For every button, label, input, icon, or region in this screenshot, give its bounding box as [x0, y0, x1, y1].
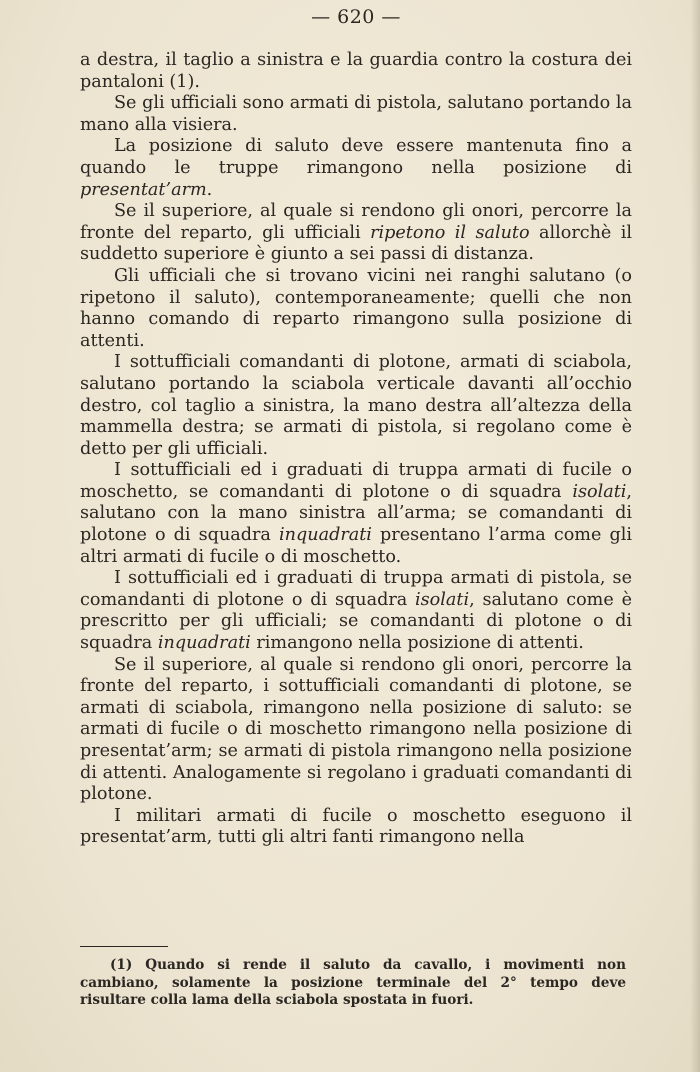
paragraph — [80, 136, 632, 201]
italic-run: inquadrati — [157, 633, 251, 654]
text-run: , salutano con la mano sinistra all’arma; se comandanti di plotone o di squadra — [80, 481, 632, 546]
text-run: Se il superiore, al quale si rendono gli onori, percorre la fronte del reparto, gli ufficiali — [80, 201, 632, 243]
text-run: allorchè il suddetto superiore è giunto a sei passi di distanza. — [80, 222, 632, 265]
text-run: rimangono nella posizione di attenti. — [250, 633, 584, 654]
italic-run: presentat’arm — [80, 179, 207, 200]
italic-run: ripetono il saluto — [370, 222, 530, 243]
text-run: Gli ufficiali che si trovano vicini nei ranghi salutano (o ripetono il saluto), contemporaneamente; quelli che non hanno comando di reparto rimangono sulla posizione di attenti. — [80, 265, 632, 351]
text-run: . — [206, 179, 213, 200]
italic-run: isolati — [415, 589, 470, 610]
body-text — [80, 50, 632, 849]
paragraph — [80, 460, 632, 568]
paragraph — [80, 50, 632, 93]
text-run: Se gli ufficiali sono armati di pistola, salutano portando la mano alla visiera. — [80, 93, 632, 135]
footnote-divider — [80, 946, 168, 947]
paragraph — [80, 352, 632, 460]
text-run: Se il superiore, al quale si rendono gli onori, percorre la fronte del reparto, i sottufficiali comandanti di plotone, se armati di sciabola, rimangono nella posizione di saluto: se armati di fucile o di moschetto rimangono nella posizione di presentat’arm; se armati di pistola rimangono nella posizione di attenti. Analogamente si regolano i graduati comandanti di plotone. — [80, 654, 632, 805]
italic-run: inquadrati — [279, 525, 372, 546]
text-run: I sottufficiali comandanti di plotone, armati di sciabola, salutano portando la sciabola verticale davanti all’occhio destro, col taglio a sinistra, la mano destra all’altezza della mammella destra; se armati di pistola, si regolano come è detto per gli ufficiali. — [80, 352, 632, 459]
text-run: , salutano come è prescritto per gli ufficiali; se comandanti di plotone o di squadra — [80, 589, 632, 654]
text-run: La posizione di saluto deve essere mantenuta fino a quando le truppe rimangono nella posizione di — [80, 136, 632, 178]
text-run: I sottufficiali ed i graduati di truppa armati di fucile o moschetto, se comandanti di plotone o di squadra — [80, 460, 632, 502]
italic-run: isolati — [572, 481, 627, 502]
text-run: a destra, il taglio a sinistra e la guardia contro la costura dei pantaloni (1). — [80, 50, 632, 92]
text-run: I militari armati di fucile o moschetto eseguono il presentat’arm, tutti gli altri fanti rimangono nella — [80, 805, 632, 848]
paragraph — [80, 266, 632, 352]
paragraph — [80, 93, 632, 136]
paragraph — [80, 655, 632, 806]
paragraph — [80, 806, 632, 849]
page-number: — 620 — — [311, 6, 401, 28]
paragraph — [80, 201, 632, 266]
paragraph — [80, 568, 632, 654]
page-edge-shadow — [690, 0, 700, 1072]
text-run: I sottufficiali ed i graduati di truppa armati di pistola, se comandanti di plotone o di squadra — [80, 568, 632, 610]
footnote: (1) Quando si rende il saluto da cavallo, i movimenti non cambiano, solamente la posizione terminale del 2° tempo deve risultare colla lama della sciabola spostata in fuori. — [80, 957, 626, 1009]
text-run: presentano l’arma come gli altri armati di fucile o di moschetto. — [80, 525, 633, 567]
